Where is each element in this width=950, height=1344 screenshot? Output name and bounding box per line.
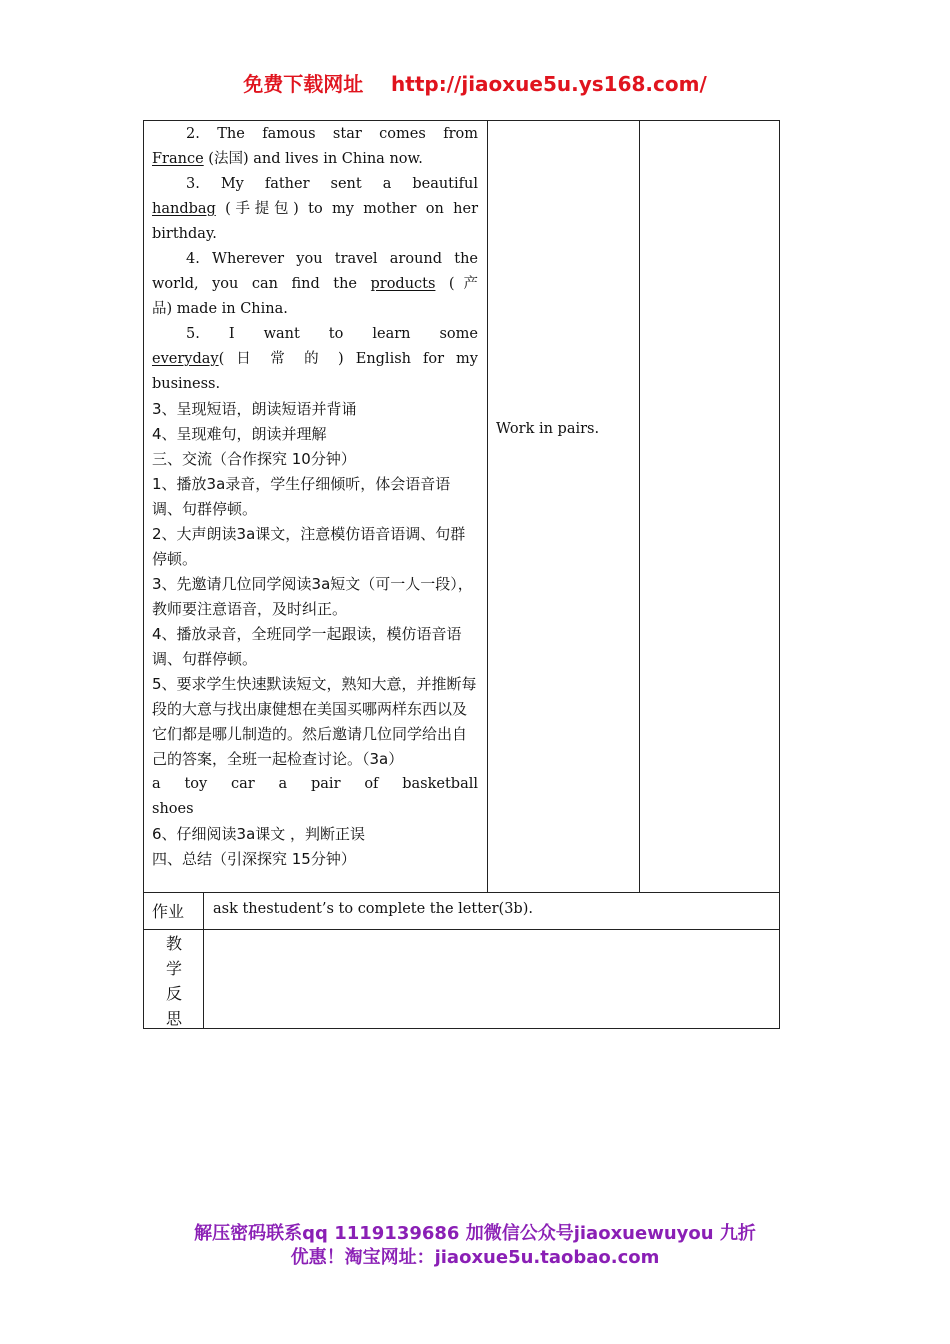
sentence-4-line-3: 品) made in China.: [152, 301, 288, 317]
footer-contact-line: 解压密码联系qq 1119139686 加微信公众号jiaoxuewuyou 九折: [194, 1223, 756, 1244]
vocab-france: France: [152, 151, 204, 167]
sentence-2-line-1: 2. The famous star comes from: [186, 126, 478, 142]
step-4-sentences: 4、呈现难句，朗读并理解: [152, 425, 327, 443]
homework-text: ask thestudent’s to complete the letter(3b).: [213, 901, 533, 917]
section-4-heading: 四、总结（引深探究 15分钟）: [152, 850, 356, 868]
vocab-everyday: everyday: [152, 351, 219, 367]
row-divider-reflection: [143, 929, 780, 930]
footer-shop-line: 优惠！淘宝网址：jiaoxue5u.taobao.com: [290, 1247, 660, 1268]
sentence-5-line-2: everyday( 日 常 的 ) English for my: [152, 351, 478, 367]
activity-item-1: 1、播放3a录音，学生仔细倾听，体会语音语调、句群停顿。: [152, 475, 451, 518]
sentence-5-line-3: business.: [152, 376, 221, 392]
table-border-top: [143, 120, 780, 121]
vocab-handbag: handbag: [152, 201, 216, 217]
sentence-5-line-1: 5. I want to learn some: [186, 326, 478, 342]
goods-line-1: a toy car a pair of basketball: [152, 776, 478, 792]
sentence-4-line-1: 4. Wherever you travel around the: [186, 251, 478, 267]
activity-item-2: 2、大声朗读3a课文，注意模仿语音语调、句群停顿。: [152, 525, 466, 568]
label-column-divider: [203, 892, 204, 1029]
column-divider-2: [639, 120, 640, 892]
download-url-header: 免费下载网址 http://jiaoxue5u.ys168.com/: [243, 72, 707, 96]
table-border-bottom: [143, 1028, 780, 1029]
section-3-heading: 三、交流（合作探究 10分钟）: [152, 450, 356, 468]
sentence-3-line-2: handbag (手提包) to my mother on her: [152, 201, 478, 217]
column-divider-1: [487, 120, 488, 892]
homework-label: 作业: [152, 902, 185, 921]
vocab-products: products: [370, 276, 436, 292]
row-divider-homework: [143, 892, 780, 893]
teaching-steps-cell: [152, 122, 478, 872]
sentence-2-line-2: France (法国) and lives in China now.: [152, 151, 423, 167]
activity-item-4: 4、播放录音，全班同学一起跟读，模仿语音语调、句群停顿。: [152, 625, 462, 668]
step-3-phrases: 3、呈现短语，朗读短语并背诵: [152, 400, 357, 418]
sentence-3-line-3: birthday.: [152, 226, 217, 242]
sentence-3-line-1: 3. My father sent a beautiful: [186, 176, 478, 192]
activity-item-6: 6、仔细阅读3a课文 ，判断正误: [152, 825, 366, 843]
student-activity-text: Work in pairs.: [496, 421, 600, 437]
sentence-4-line-2: world, you can find the products (产: [152, 276, 478, 292]
activity-item-5: 5、要求学生快速默读短文，熟知大意，并推断每段的大意与找出康健想在美国买哪两样东西以及它们都是哪儿制造的。然后邀请几位同学给出自己的答案，全班一起检查讨论。（3a）: [152, 675, 477, 768]
goods-line-2: shoes: [152, 801, 194, 817]
reflection-label: 教 学 反 思: [165, 934, 182, 1028]
activity-item-3: 3、先邀请几位同学阅读3a短文（可一人一段），教师要注意语音，及时纠正。: [152, 575, 473, 618]
